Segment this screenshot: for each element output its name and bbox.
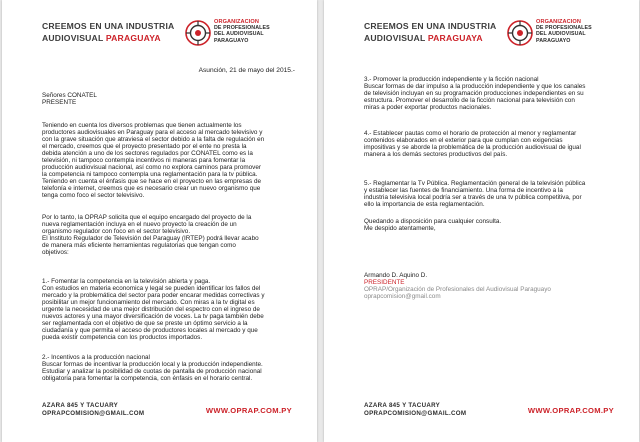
closing-line: Quedando a disposición para cualquier consulta. [364,218,502,225]
recipient-line: Señores CONATEL [42,92,97,99]
recipient-line: PRESENTE [42,99,77,107]
signer-name: Armando D. Aquino D. [364,272,428,279]
page-footer [364,402,614,432]
objective-item-4: 4.- Establecer pautas como el horario de protección al menor y reglamentar contenidos elaborados en el exterior para que cumplan con exigencias impositivas y se aborde la problemática de la producción audiovisual de igual manera a los demás sectores productivos del país. [364,130,581,159]
footer-email: OPRAPCOMISION@GMAIL.COM [364,410,467,418]
objective-item-1: 1.- Fomentar la competencia en la televisión abierta y paga. Con estudios en materia economica y legal se pueden identificar los fallos del mercado y la problemática del sector para poder encarar medidas correctivas y posibilitar un mejor funcionamiento del mercado. Con miras a la tv digital es urgente la necesidad de una mejor distribución del espectro con el ingreso de nuevos actores y una mayor diversificación de voces. La tv paga también debe ser reglamentada con el objetivo de que se preste un óptimo servicio a la ciudadanía y que permita el acceso de productores locales al mercado y que pueda existir competencia con los productos importados. [42,278,265,342]
org-logo-block [185,18,295,52]
brand-slogan-line2: AUDIOVISUAL PARAGUAYA [42,33,161,43]
brand-slogan-line2: AUDIOVISUAL PARAGUAYA [364,33,483,43]
footer-contact [364,402,466,419]
closing-block [364,218,624,232]
footer-email: OPRAPCOMISION@GMAIL.COM [42,410,145,418]
org-name: ORGANIZACION DE PROFESIONALES DEL AUDIOVISUAL PARAGUAYO [214,19,270,44]
closing-line: Me despido atentamente, [364,225,436,233]
recipient-block [42,92,302,106]
page-header [364,18,614,52]
org-name: ORGANIZACION DE PROFESIONALES DEL AUDIOVISUAL PARAGUAYO [536,19,592,44]
signer-email[interactable]: oprapcomision@gmail.com [364,293,441,301]
footer-website-link[interactable]: WWW.OPRAP.COM.PY [205,406,292,415]
objective-item-2: 2.- Incentivos a la producción nacional Buscar formas de incentivar la producción local y la producción independiente. Estudiar y analizar la posibilidad de cuotas de pantalla de producción nacional obligatoria para fomentar la competencia, con énfasis en el horario central. [42,354,263,383]
objective-item-3: 3.- Promover la producción independiente y la ficción nacional Buscar formas de dar impulso a la producción independiente y que los canales de televisión incluyan en su programación producciones independientes en su estructura. Promover el desarrollo de la ficción nacional para televisión con miras a poder exportar productos nacionales. [364,76,586,112]
signer-org: OPRAP/Organización de Profesionales del Audiovisual Paraguayo [364,286,551,294]
paragraph: Por lo tanto, la OPRAP solicita que el equipo encargado del proyecto de la nueva reglamentación incluya en el nuevo proyecto la creación de un organismo regulador con foco en el sector televisivo. El Instituto Regulador de Televisión del Paraguay (IRTEP) podrá llevar acabo de manera más eficiente herramientas regulatorias que tengan como objetivos: [42,214,259,257]
oprap-logo-icon [185,20,211,46]
oprap-logo-icon [507,20,533,46]
footer-contact [42,402,144,419]
objective-item-5: 5.- Reglamentar la Tv Pública. Reglamentación general de la televisión pública y establecer las fuentes de financiamiento. Una forma de incentivo a la industria televisiva local podría ser a través de una tv pública competitiva, por ello la importancia de esta reglamentación. [364,180,586,209]
footer-address: AZARA 845 Y TACUARY [42,402,119,409]
brand-slogan-line1: CREEMOS EN UNA INDUSTRIA [42,21,175,31]
org-logo-block [507,18,617,52]
brand-slogan [364,20,497,44]
paragraph: Teniendo en cuenta los diversos problemas que tienen actualmente los productores audiovisuales en Paraguay para el acceso al mercado televisivo y con la grave situación que atraviesa el sector debido a la falta de regulación en el mercado, creemos que el proyecto presentado por el ente no presta la debida atención a uno de los sectores regulados por CONATEL como es la televisión, ni tampoco contempla incentivos ni maneras para fomentar la producción audiovisual nacional, así como no explora caminos para promover la competencia ni tampoco contempla una reglamentación para la tv pública. Teniendo en cuenta el énfasis que se hace en el proyecto en las empresas de telefonía e internet, creemos que es necesario crear un nuevo organismo que tenga como foco el sector televisivo. [42,122,265,200]
page-header [42,18,292,52]
signature-block [364,272,624,300]
brand-slogan [42,20,175,44]
letter-page-1 [2,0,317,442]
brand-slogan-line1: CREEMOS EN UNA INDUSTRIA [364,21,497,31]
signer-role: PRESIDENTE [364,279,405,287]
page-footer [42,402,292,432]
footer-address: AZARA 845 Y TACUARY [364,402,441,409]
letter-date: Asunción, 21 de mayo del 2015.- [198,67,295,74]
footer-website-link[interactable]: WWW.OPRAP.COM.PY [527,406,614,415]
letter-page-2 [324,0,639,442]
